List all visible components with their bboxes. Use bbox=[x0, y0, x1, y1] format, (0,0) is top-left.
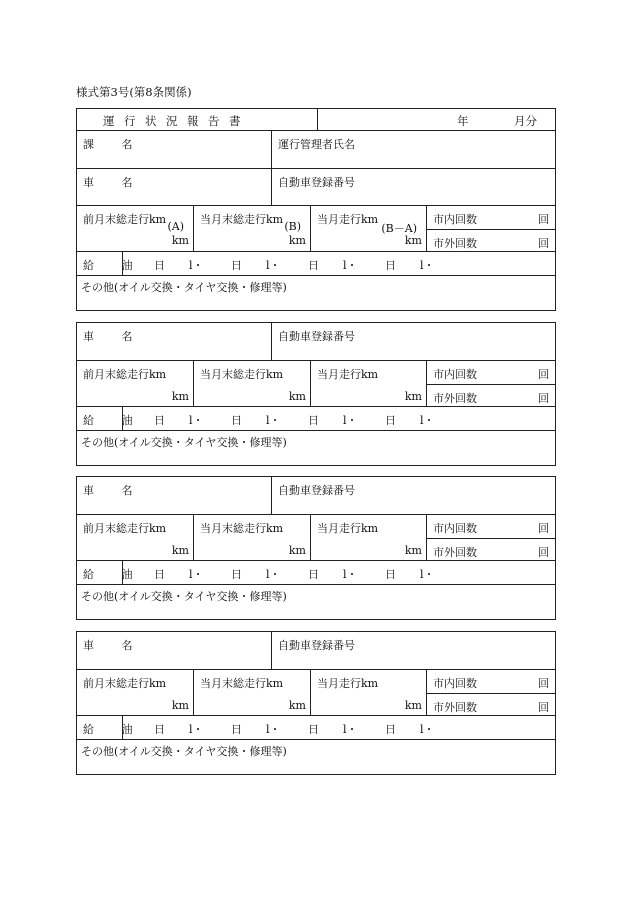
monthly-mileage-unit: km bbox=[404, 544, 422, 557]
fuel-amount-4: l・ bbox=[420, 723, 435, 736]
city-count-row[interactable] bbox=[427, 361, 555, 384]
city-count-unit: 回 bbox=[538, 368, 549, 381]
fuel-divider bbox=[122, 252, 123, 275]
prev-mileage-unit: km bbox=[171, 234, 189, 247]
fuel-day-1: 日 bbox=[154, 568, 165, 581]
fuel-day-4: 日 bbox=[385, 568, 396, 581]
city-count-row[interactable] bbox=[427, 515, 555, 538]
form-number-title: 様式第3号(第8条関係) bbox=[76, 85, 192, 99]
prev-mileage-label: 前月末総走行km bbox=[83, 368, 167, 381]
fuel-amount-4: l・ bbox=[420, 414, 435, 427]
other-row[interactable] bbox=[77, 584, 555, 619]
monthly-mileage-unit: km bbox=[404, 234, 422, 247]
fuel-divider bbox=[122, 407, 123, 430]
outer-count-row[interactable] bbox=[427, 538, 555, 561]
city-count-label: 市内回数 bbox=[433, 213, 477, 226]
curr-mileage-sub: (B) bbox=[284, 220, 301, 233]
fuel-amount-1: l・ bbox=[189, 568, 204, 581]
vehicle-row bbox=[77, 477, 555, 514]
fuel-label: 給 油 bbox=[83, 414, 145, 427]
prev-mileage-cell[interactable] bbox=[77, 361, 194, 406]
monthly-mileage-label: 当月走行km bbox=[317, 677, 379, 690]
vehicle-name-label: 車 名 bbox=[83, 330, 145, 343]
registration-label: 自動車登録番号 bbox=[278, 484, 355, 497]
fuel-row[interactable] bbox=[77, 715, 555, 739]
mileage-row bbox=[77, 669, 555, 715]
vehicle-row bbox=[77, 632, 555, 669]
curr-mileage-cell[interactable] bbox=[194, 206, 311, 251]
registration-label: 自動車登録番号 bbox=[278, 639, 355, 652]
prev-mileage-unit: km bbox=[171, 699, 189, 712]
registration-cell[interactable] bbox=[272, 477, 555, 514]
fuel-divider bbox=[122, 716, 123, 739]
prev-mileage-label: 前月末総走行km bbox=[83, 522, 167, 535]
registration-cell[interactable] bbox=[272, 323, 555, 360]
mileage-row bbox=[77, 360, 555, 406]
vehicle-name-label: 車 名 bbox=[83, 176, 145, 189]
fuel-amount-1: l・ bbox=[189, 414, 204, 427]
section-label: 課 名 bbox=[83, 138, 145, 151]
vehicle-name-cell[interactable] bbox=[77, 169, 272, 205]
outer-count-label: 市外回数 bbox=[433, 701, 477, 714]
fuel-amount-2: l・ bbox=[266, 414, 281, 427]
prev-mileage-cell[interactable] bbox=[77, 515, 194, 560]
monthly-mileage-label: 当月走行km bbox=[317, 213, 379, 226]
city-count-unit: 回 bbox=[538, 522, 549, 535]
fuel-day-4: 日 bbox=[385, 414, 396, 427]
curr-mileage-unit: km bbox=[288, 234, 306, 247]
outer-count-unit: 回 bbox=[538, 546, 549, 559]
mileage-row bbox=[77, 514, 555, 560]
prev-mileage-cell[interactable] bbox=[77, 670, 194, 715]
month-label: 月分 bbox=[514, 114, 537, 128]
fuel-day-2: 日 bbox=[231, 259, 242, 272]
other-row[interactable] bbox=[77, 275, 555, 310]
fuel-amount-2: l・ bbox=[266, 259, 281, 272]
fuel-amount-1: l・ bbox=[189, 259, 204, 272]
fuel-day-4: 日 bbox=[385, 723, 396, 736]
vehicle-row bbox=[77, 168, 555, 205]
report-title-cell bbox=[77, 109, 318, 130]
fuel-amount-2: l・ bbox=[266, 723, 281, 736]
monthly-mileage-cell[interactable] bbox=[311, 361, 427, 406]
city-count-row[interactable] bbox=[427, 670, 555, 693]
report-header bbox=[76, 108, 556, 130]
fuel-day-1: 日 bbox=[154, 414, 165, 427]
outer-count-unit: 回 bbox=[538, 701, 549, 714]
curr-mileage-unit: km bbox=[288, 544, 306, 557]
fuel-day-2: 日 bbox=[231, 723, 242, 736]
vehicle-block-3 bbox=[76, 476, 556, 620]
trip-count-cell bbox=[427, 515, 555, 560]
curr-mileage-cell[interactable] bbox=[194, 515, 311, 560]
vehicle-block-1 bbox=[76, 130, 556, 311]
trip-count-cell bbox=[427, 361, 555, 406]
prev-mileage-unit: km bbox=[171, 544, 189, 557]
vehicle-block-4 bbox=[76, 631, 556, 775]
manager-label: 運行管理者氏名 bbox=[278, 138, 355, 151]
fuel-day-3: 日 bbox=[308, 414, 319, 427]
curr-mileage-label: 当月末総走行km bbox=[200, 677, 284, 690]
city-count-row[interactable] bbox=[427, 206, 555, 229]
mileage-row bbox=[77, 205, 555, 251]
outer-count-label: 市外回数 bbox=[433, 237, 477, 250]
monthly-mileage-cell[interactable] bbox=[311, 206, 427, 251]
fuel-row[interactable] bbox=[77, 406, 555, 430]
fuel-amount-3: l・ bbox=[343, 723, 358, 736]
trip-count-cell bbox=[427, 206, 555, 251]
fuel-amount-1: l・ bbox=[189, 723, 204, 736]
curr-mileage-cell[interactable] bbox=[194, 361, 311, 406]
prev-mileage-sub: (A) bbox=[167, 220, 184, 233]
other-row[interactable] bbox=[77, 739, 555, 774]
curr-mileage-label: 当月末総走行km bbox=[200, 368, 284, 381]
fuel-day-3: 日 bbox=[308, 259, 319, 272]
prev-mileage-cell[interactable] bbox=[77, 206, 194, 251]
city-count-label: 市内回数 bbox=[433, 368, 477, 381]
monthly-mileage-unit: km bbox=[404, 390, 422, 403]
curr-mileage-label: 当月末総走行km bbox=[200, 522, 284, 535]
outer-count-row[interactable] bbox=[427, 693, 555, 716]
fuel-amount-3: l・ bbox=[343, 259, 358, 272]
vehicle-row bbox=[77, 323, 555, 360]
vehicle-block-2 bbox=[76, 322, 556, 466]
outer-count-unit: 回 bbox=[538, 237, 549, 250]
other-label: その他(オイル交換・タイヤ交換・修理等) bbox=[81, 436, 287, 449]
fuel-row[interactable] bbox=[77, 560, 555, 584]
registration-cell[interactable] bbox=[272, 169, 555, 205]
monthly-mileage-unit: km bbox=[404, 699, 422, 712]
monthly-mileage-sub: (B－A) bbox=[381, 222, 417, 235]
monthly-mileage-cell[interactable] bbox=[311, 515, 427, 560]
other-label: その他(オイル交換・タイヤ交換・修理等) bbox=[81, 281, 287, 294]
fuel-label: 給 油 bbox=[83, 259, 145, 272]
monthly-mileage-label: 当月走行km bbox=[317, 522, 379, 535]
registration-label: 自動車登録番号 bbox=[278, 330, 355, 343]
manager-cell[interactable] bbox=[272, 131, 555, 168]
other-label: その他(オイル交換・タイヤ交換・修理等) bbox=[81, 590, 287, 603]
other-label: その他(オイル交換・タイヤ交換・修理等) bbox=[81, 745, 287, 758]
city-count-label: 市内回数 bbox=[433, 522, 477, 535]
trip-count-cell bbox=[427, 670, 555, 715]
vehicle-name-label: 車 名 bbox=[83, 639, 145, 652]
monthly-mileage-cell[interactable] bbox=[311, 670, 427, 715]
year-label: 年 bbox=[457, 114, 469, 128]
fuel-day-1: 日 bbox=[154, 723, 165, 736]
other-row[interactable] bbox=[77, 430, 555, 465]
city-count-unit: 回 bbox=[538, 677, 549, 690]
outer-count-row[interactable] bbox=[427, 384, 555, 407]
outer-count-label: 市外回数 bbox=[433, 392, 477, 405]
curr-mileage-unit: km bbox=[288, 699, 306, 712]
fuel-divider bbox=[122, 561, 123, 584]
fuel-day-2: 日 bbox=[231, 414, 242, 427]
report-title: 運行状況報告書 bbox=[103, 114, 250, 128]
vehicle-name-cell[interactable] bbox=[77, 477, 272, 514]
city-count-unit: 回 bbox=[538, 213, 549, 226]
vehicle-name-label: 車 名 bbox=[83, 484, 145, 497]
monthly-mileage-label: 当月走行km bbox=[317, 368, 379, 381]
prev-mileage-unit: km bbox=[171, 390, 189, 403]
vehicle-name-cell[interactable] bbox=[77, 323, 272, 360]
fuel-amount-4: l・ bbox=[420, 259, 435, 272]
fuel-amount-3: l・ bbox=[343, 414, 358, 427]
curr-mileage-cell[interactable] bbox=[194, 670, 311, 715]
outer-count-label: 市外回数 bbox=[433, 546, 477, 559]
prev-mileage-label: 前月末総走行km bbox=[83, 677, 167, 690]
city-count-label: 市内回数 bbox=[433, 677, 477, 690]
vehicle-name-cell[interactable] bbox=[77, 632, 272, 669]
registration-label: 自動車登録番号 bbox=[278, 176, 355, 189]
fuel-day-3: 日 bbox=[308, 568, 319, 581]
prev-mileage-label: 前月末総走行km bbox=[83, 213, 167, 226]
fuel-day-1: 日 bbox=[154, 259, 165, 272]
fuel-amount-4: l・ bbox=[420, 568, 435, 581]
fuel-label: 給 油 bbox=[83, 723, 145, 736]
curr-mileage-unit: km bbox=[288, 390, 306, 403]
fuel-day-4: 日 bbox=[385, 259, 396, 272]
registration-cell[interactable] bbox=[272, 632, 555, 669]
outer-count-unit: 回 bbox=[538, 392, 549, 405]
section-row bbox=[77, 131, 555, 168]
section-cell[interactable] bbox=[77, 131, 272, 168]
fuel-label: 給 油 bbox=[83, 568, 145, 581]
fuel-day-3: 日 bbox=[308, 723, 319, 736]
curr-mileage-label: 当月末総走行km bbox=[200, 213, 284, 226]
fuel-amount-2: l・ bbox=[266, 568, 281, 581]
outer-count-row[interactable] bbox=[427, 229, 555, 252]
fuel-amount-3: l・ bbox=[343, 568, 358, 581]
fuel-day-2: 日 bbox=[231, 568, 242, 581]
fuel-row[interactable] bbox=[77, 251, 555, 275]
